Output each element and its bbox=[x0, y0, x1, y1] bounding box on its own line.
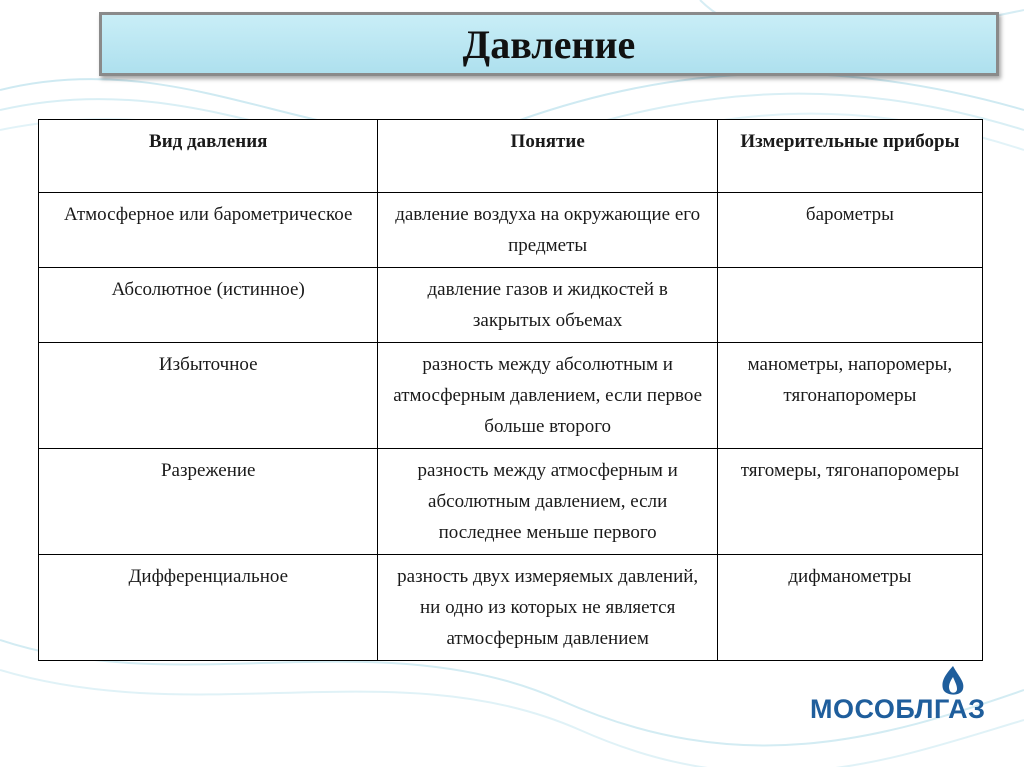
cell-concept: давление газов и жидкостей в закрытых объемах bbox=[378, 268, 717, 343]
page-title: Давление bbox=[462, 21, 636, 67]
header-concept: Понятие bbox=[378, 120, 717, 193]
title-bar bbox=[99, 12, 999, 76]
table-row bbox=[39, 343, 983, 449]
cell-type: Атмосферное или барометрическое bbox=[39, 193, 378, 268]
table-header-row bbox=[39, 120, 983, 193]
cell-instruments: барометры bbox=[717, 193, 982, 268]
table-row bbox=[39, 193, 983, 268]
table-row bbox=[39, 449, 983, 555]
cell-concept: разность между абсолютным и атмосферным давлением, если первое больше второго bbox=[378, 343, 717, 449]
logo-text: МОСОБЛГАЗ bbox=[810, 694, 986, 724]
header-instruments: Измерительные приборы bbox=[717, 120, 982, 193]
cell-type: Дифференциальное bbox=[39, 555, 378, 661]
cell-concept: разность между атмосферным и абсолютным давлением, если последнее меньше первого bbox=[378, 449, 717, 555]
cell-concept: давление воздуха на окружающие его предметы bbox=[378, 193, 717, 268]
table-row bbox=[39, 268, 983, 343]
company-logo bbox=[810, 665, 986, 725]
cell-instruments: манометры, напоромеры, тягонапоромеры bbox=[717, 343, 982, 449]
pressure-table bbox=[38, 119, 983, 661]
header-type: Вид давления bbox=[39, 120, 378, 193]
cell-concept: разность двух измеряемых давлений, ни одно из которых не является атмосферным давлением bbox=[378, 555, 717, 661]
cell-instruments: дифманометры bbox=[717, 555, 982, 661]
cell-instruments bbox=[717, 268, 982, 343]
cell-instruments: тягомеры, тягонапоромеры bbox=[717, 449, 982, 555]
cell-type: Разрежение bbox=[39, 449, 378, 555]
table-row bbox=[39, 555, 983, 661]
cell-type: Абсолютное (истинное) bbox=[39, 268, 378, 343]
cell-type: Избыточное bbox=[39, 343, 378, 449]
